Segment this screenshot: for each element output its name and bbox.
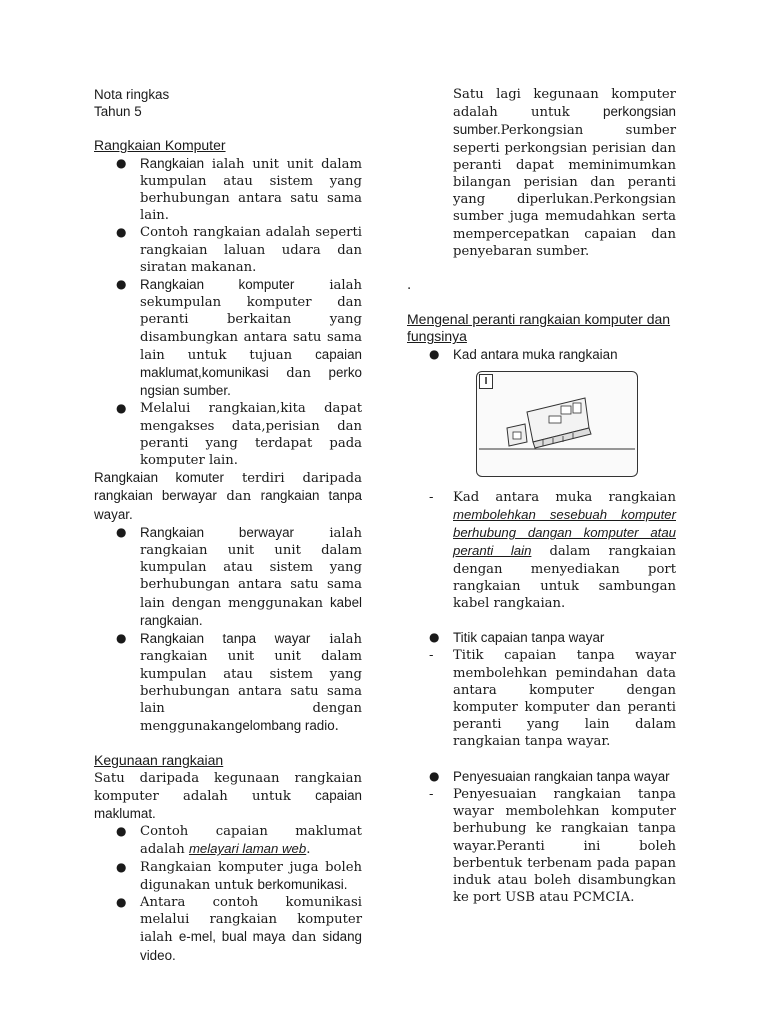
bullet-dot-icon: ● <box>429 346 440 361</box>
item-access-point-description: - Titik capaian tanpa wayar membolehkan pemindahan data antara komputer dengan komputer komputer dan peranti peranti yang lain dalam rangkaian tanpa wayar. <box>429 648 676 750</box>
doc-header-line1: Nota ringkas <box>94 87 170 102</box>
bullet-dot-icon: ● <box>116 277 127 292</box>
dash-marker: - <box>429 648 434 664</box>
heading-devices: Mengenal peranti rangkaian komputer dan fungsinya <box>407 311 671 345</box>
bullet-dot-icon: ● <box>116 225 127 240</box>
doc-header-line2: Tahun 5 <box>94 104 142 120</box>
item-access-point-title: ● Titik capaian tanpa wayar <box>429 630 605 646</box>
bullet-wired-network: ● Rangkaian berwayar ialah rangkaian unit unit dalam kumpulan atau sistem yang berhubungan antara satu sama lain dengan menggunakan kabel rangkaian. <box>116 524 362 628</box>
paragraph-uses-intro: Satu daripada kegunaan rangkaian komputer adalah untuk capaian maklumat. <box>94 770 362 821</box>
bullet-communication-examples: ● Antara contoh komunikasi melalui rangkaian komputer ialah e-mel, bual maya dan sidang video. <box>116 894 362 963</box>
bullet-communication: ● Rangkaian komputer juga boleh digunakan untuk berkomunikasi. <box>116 859 362 893</box>
item-wireless-adapter-description: - Penyesuaian rangkaian tanpa wayar membolehkan komputer berhubung ke rangkaian tanpa wayar.Peranti ini boleh berbentuk terbenam pada papan induk atau boleh disambungkan ke port USB atau PCMCIA. <box>429 786 676 906</box>
network-card-icon <box>477 372 637 476</box>
heading-network: Rangkaian Komputer <box>94 137 226 154</box>
left-column <box>94 86 362 965</box>
bullet-dot-icon: ● <box>116 894 127 909</box>
dash-marker: - <box>429 786 434 802</box>
bullet-network-example: ● Contoh rangkaian adalah seperti rangkaian laluan udara dan siratan makanan. <box>116 225 362 275</box>
bullet-network-definition: ● Rangkaian ialah unit unit dalam kumpulan atau sistem yang berhubungan antara satu sama lain. <box>116 155 362 224</box>
bullet-dot-icon: ● <box>429 768 440 783</box>
right-column <box>407 86 676 906</box>
bullet-resource-sharing-continued: Satu lagi kegunaan komputer adalah untuk perkongsian sumber.Perkongsian sumber seperti perkongsian perisian dan peranti dapat meminimumkan bilangan perisian dan peranti yang diperlukan.Perkongsian sumber juga memudahkan serta mempercepatkan capaian dan penyebaran sumber. <box>453 87 676 259</box>
bullet-dot-icon: ● <box>429 630 440 645</box>
stray-dot: . <box>407 278 412 294</box>
dash-marker: - <box>429 489 434 505</box>
bullet-computer-network: ● Rangkaian komputer ialah sekumpulan komputer dan peranti berkaitan yang disambungkan antara satu sama lain untuk tujuan capaian maklumat,komunikasi dan perko ngsian sumber. <box>116 277 362 399</box>
network-card-figure <box>476 371 638 477</box>
figure-label: I <box>479 374 493 389</box>
item-nic-description: - Kad antara muka rangkaian membolehkan sesebuah komputer berhubung dangan komputer atau peranti lain dalam rangkaian dengan menyediakan port rangkaian untuk sambungan kabel rangkaian. <box>429 489 676 612</box>
heading-uses: Kegunaan rangkaian <box>94 752 224 769</box>
paragraph-network-types: Rangkaian komuter terdiri daripada rangkaian berwayar dan rangkaian tanpa wayar. <box>94 470 363 522</box>
bullet-dot-icon: ● <box>116 155 127 170</box>
bullet-dot-icon: ● <box>116 401 127 416</box>
item-wireless-adapter-title: ● Penyesuaian rangkaian tanpa wayar <box>429 768 670 784</box>
bullet-dot-icon: ● <box>116 859 127 874</box>
bullet-info-access-example: ● Contoh capaian maklumat adalah melayari laman web. <box>116 824 362 858</box>
bullet-dot-icon: ● <box>116 824 127 839</box>
bullet-wireless-network: ● Rangkaian tanpa wayar ialah rangkaian unit unit dalam kumpulan atau sistem yang berhubungan antara satu sama lain dengan menggunakangelombang radio. <box>116 631 362 735</box>
bullet-access-data: ● Melalui rangkaian,kita dapat mengakses data,perisian dan peranti yang terdapat pada komputer lain. <box>116 401 362 469</box>
bullet-dot-icon: ● <box>116 631 127 646</box>
item-nic-title: ● Kad antara muka rangkaian <box>429 346 618 362</box>
bullet-dot-icon: ● <box>116 524 127 539</box>
